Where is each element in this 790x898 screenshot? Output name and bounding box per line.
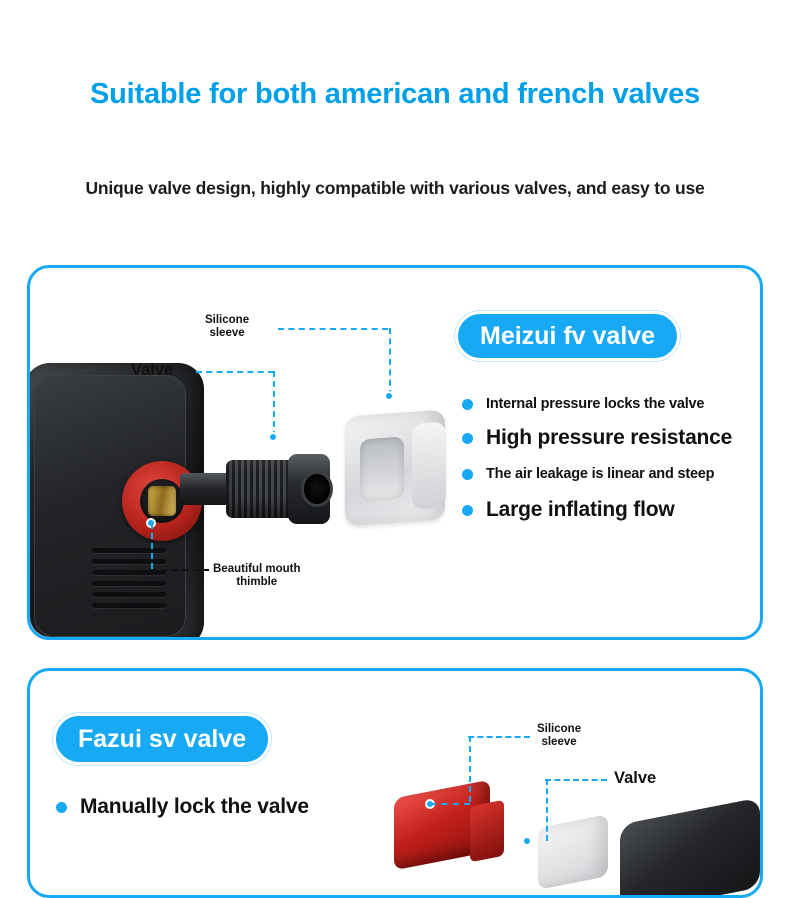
leader-line-silicone-sleeve-sv xyxy=(468,736,530,738)
bullet-label: Large inflating flow xyxy=(486,498,675,521)
callout-silicone-sleeve-fv: Silicone sleeve xyxy=(205,314,250,340)
callout-dot-valve-fv xyxy=(268,432,278,442)
bullet-label: The air leakage is linear and steep xyxy=(486,466,715,482)
silicone-sleeve-bore xyxy=(360,436,404,501)
leader-line-silicone-sleeve-fv-vertical xyxy=(389,328,391,396)
bullet-label: Manually lock the valve xyxy=(80,795,309,818)
callout-valve-fv: Valve xyxy=(131,361,174,379)
leader-line-valve-fv-vertical xyxy=(273,371,275,437)
vent-slots xyxy=(92,548,166,618)
callout-valve-sv: Valve xyxy=(614,769,657,787)
silicone-sleeve-part-sv xyxy=(538,814,608,890)
list-item xyxy=(462,396,762,412)
list-item xyxy=(56,795,386,819)
inflator-body-sv xyxy=(620,797,760,895)
red-valve-neck xyxy=(470,800,504,863)
leader-line-valve-sv xyxy=(545,779,607,781)
bullet-label: Internal pressure locks the valve xyxy=(486,396,705,412)
callout-thimble-fv: Beautiful mouth thimble xyxy=(213,563,301,589)
page-title: Suitable for both american and french valves xyxy=(89,78,701,110)
brass-port xyxy=(148,486,176,516)
page-subtitle: Unique valve design, highly compatible with various valves, and easy to use xyxy=(85,178,705,198)
pill-fazui-sv-valve[interactable]: Fazui sv valve xyxy=(53,713,271,765)
list-item xyxy=(462,466,762,482)
leader-line-silicone-sleeve-sv-tail xyxy=(430,803,470,805)
leader-line-silicone-sleeve-sv-vertical xyxy=(469,736,471,802)
bullet-dot-icon xyxy=(462,399,473,410)
leader-line-thimble-fv-vertical xyxy=(151,523,153,569)
product-photo-sv xyxy=(370,671,762,895)
bullet-list-fv xyxy=(462,396,762,536)
bullet-dot-icon xyxy=(462,505,473,516)
list-item xyxy=(462,498,762,522)
bullet-dot-icon xyxy=(462,469,473,480)
callout-dot-valve-sv xyxy=(522,836,532,846)
leader-line-valve-sv-vertical xyxy=(546,779,548,841)
callout-silicone-sleeve-sv: Silicone sleeve xyxy=(537,723,582,749)
list-item xyxy=(462,426,762,450)
bullet-list-sv xyxy=(56,795,386,833)
leader-line-silicone-sleeve-fv xyxy=(278,328,388,330)
bullet-label: High pressure resistance xyxy=(486,426,733,449)
leader-line-thimble-fv xyxy=(151,569,209,571)
nozzle-bore xyxy=(304,474,330,504)
leader-line-valve-fv xyxy=(196,371,274,373)
bullet-dot-icon xyxy=(56,802,67,813)
pill-meizui-fv-valve[interactable]: Meizui fv valve xyxy=(455,311,680,361)
callout-dot-silicone-sleeve-fv xyxy=(384,391,394,401)
bullet-dot-icon xyxy=(462,433,473,444)
